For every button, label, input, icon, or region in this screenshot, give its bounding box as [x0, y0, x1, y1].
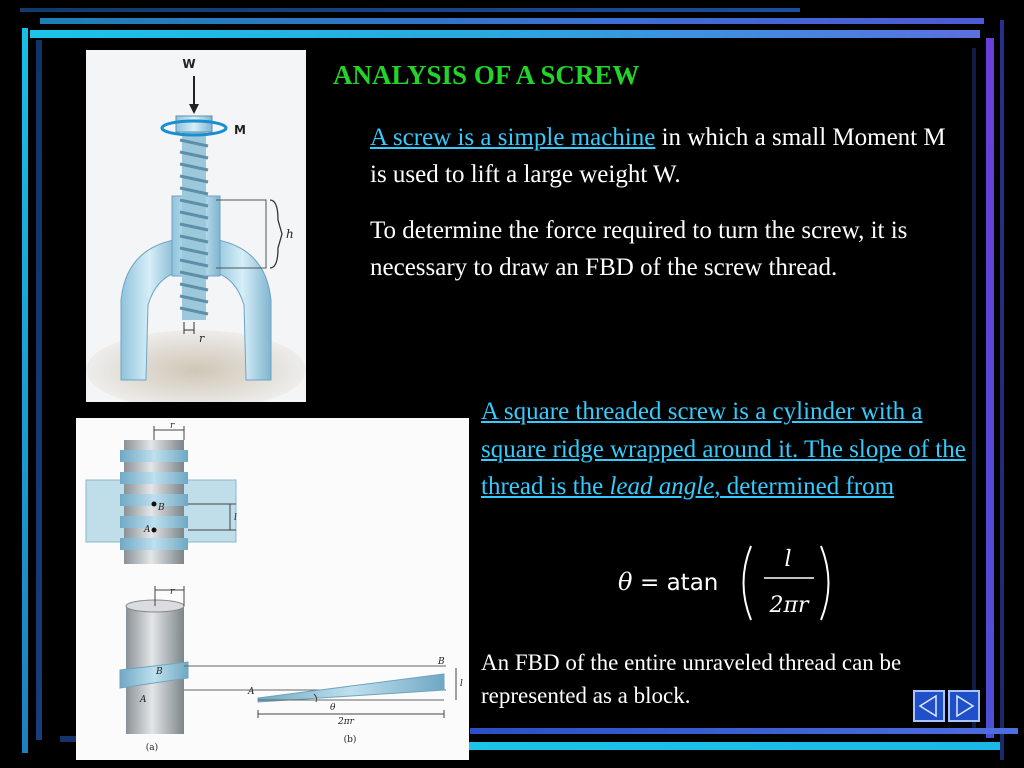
intro-paragraph	[370, 119, 960, 193]
radius-label: r	[199, 332, 205, 345]
frame-bar-left	[22, 28, 28, 753]
circumference-label: 2πr	[338, 717, 354, 727]
radius-bottom-label: r	[170, 587, 175, 597]
point-a-top-label: A	[144, 525, 151, 535]
formula-theta: θ	[618, 568, 633, 596]
square-thread-paragraph[interactable]	[481, 393, 981, 506]
point-a-cyl-label: A	[140, 695, 147, 705]
formula-denominator: 2πr	[769, 593, 809, 618]
frame-bar-bottom-cyan	[460, 742, 1000, 750]
simple-machine-link[interactable]: A screw is a simple machine	[370, 124, 656, 151]
weight-label: W	[182, 57, 196, 71]
theta-label: θ	[330, 703, 336, 713]
frame-bar-top	[40, 18, 984, 24]
previous-slide-button[interactable]	[913, 690, 945, 722]
square-thread-text-end: , determined from	[714, 473, 895, 500]
caption-a: (a)	[145, 743, 159, 753]
thread-geometry-figure	[76, 418, 469, 760]
point-b-cyl-label: B	[156, 667, 163, 677]
lead-angle-formula	[618, 540, 848, 630]
caption-b: (b)	[343, 735, 357, 745]
height-label: h	[286, 227, 294, 241]
lead-angle-term: lead angle	[609, 473, 715, 500]
lead-top-label: l	[234, 513, 237, 523]
point-b-ramp-label: B	[438, 657, 445, 667]
screw-jack-figure	[86, 50, 306, 402]
moment-label: M	[234, 123, 246, 137]
frame-bar-top-dark	[20, 8, 800, 12]
next-slide-button[interactable]	[948, 690, 980, 722]
triangle-left-icon	[915, 692, 943, 720]
frame-bar-top-cyan	[30, 30, 980, 38]
fbd-paragraph: To determine the force required to turn the screw, it is necessary to draw an FBD of the screw thread.	[370, 217, 908, 281]
block-fbd-paragraph: An FBD of the entire unraveled thread can be represented as a block.	[481, 650, 902, 708]
frame-bar-left-dark	[36, 40, 42, 740]
intro-paragraph-text: in which a small Moment M is used to lift a large weight W.	[370, 124, 946, 188]
point-b-top-label: B	[158, 503, 165, 513]
frame-bar-bottom	[470, 728, 1018, 734]
lead-ramp-label: l	[460, 679, 463, 689]
frame-bar-right-dark	[972, 48, 976, 728]
radius-top-label: r	[170, 421, 175, 431]
frame-bar-right-outer	[1000, 20, 1004, 760]
square-thread-text: A square threaded screw is a cylinder with a square ridge wrapped around it. The slope of the thread is the	[481, 398, 966, 500]
slide-title: ANALYSIS OF A SCREW	[333, 60, 640, 90]
triangle-right-icon	[950, 692, 978, 720]
point-a-ramp-label: A	[248, 687, 255, 697]
formula-numerator: l	[784, 547, 792, 572]
frame-bar-right	[986, 38, 994, 738]
formula-atan: = atan	[640, 570, 719, 596]
